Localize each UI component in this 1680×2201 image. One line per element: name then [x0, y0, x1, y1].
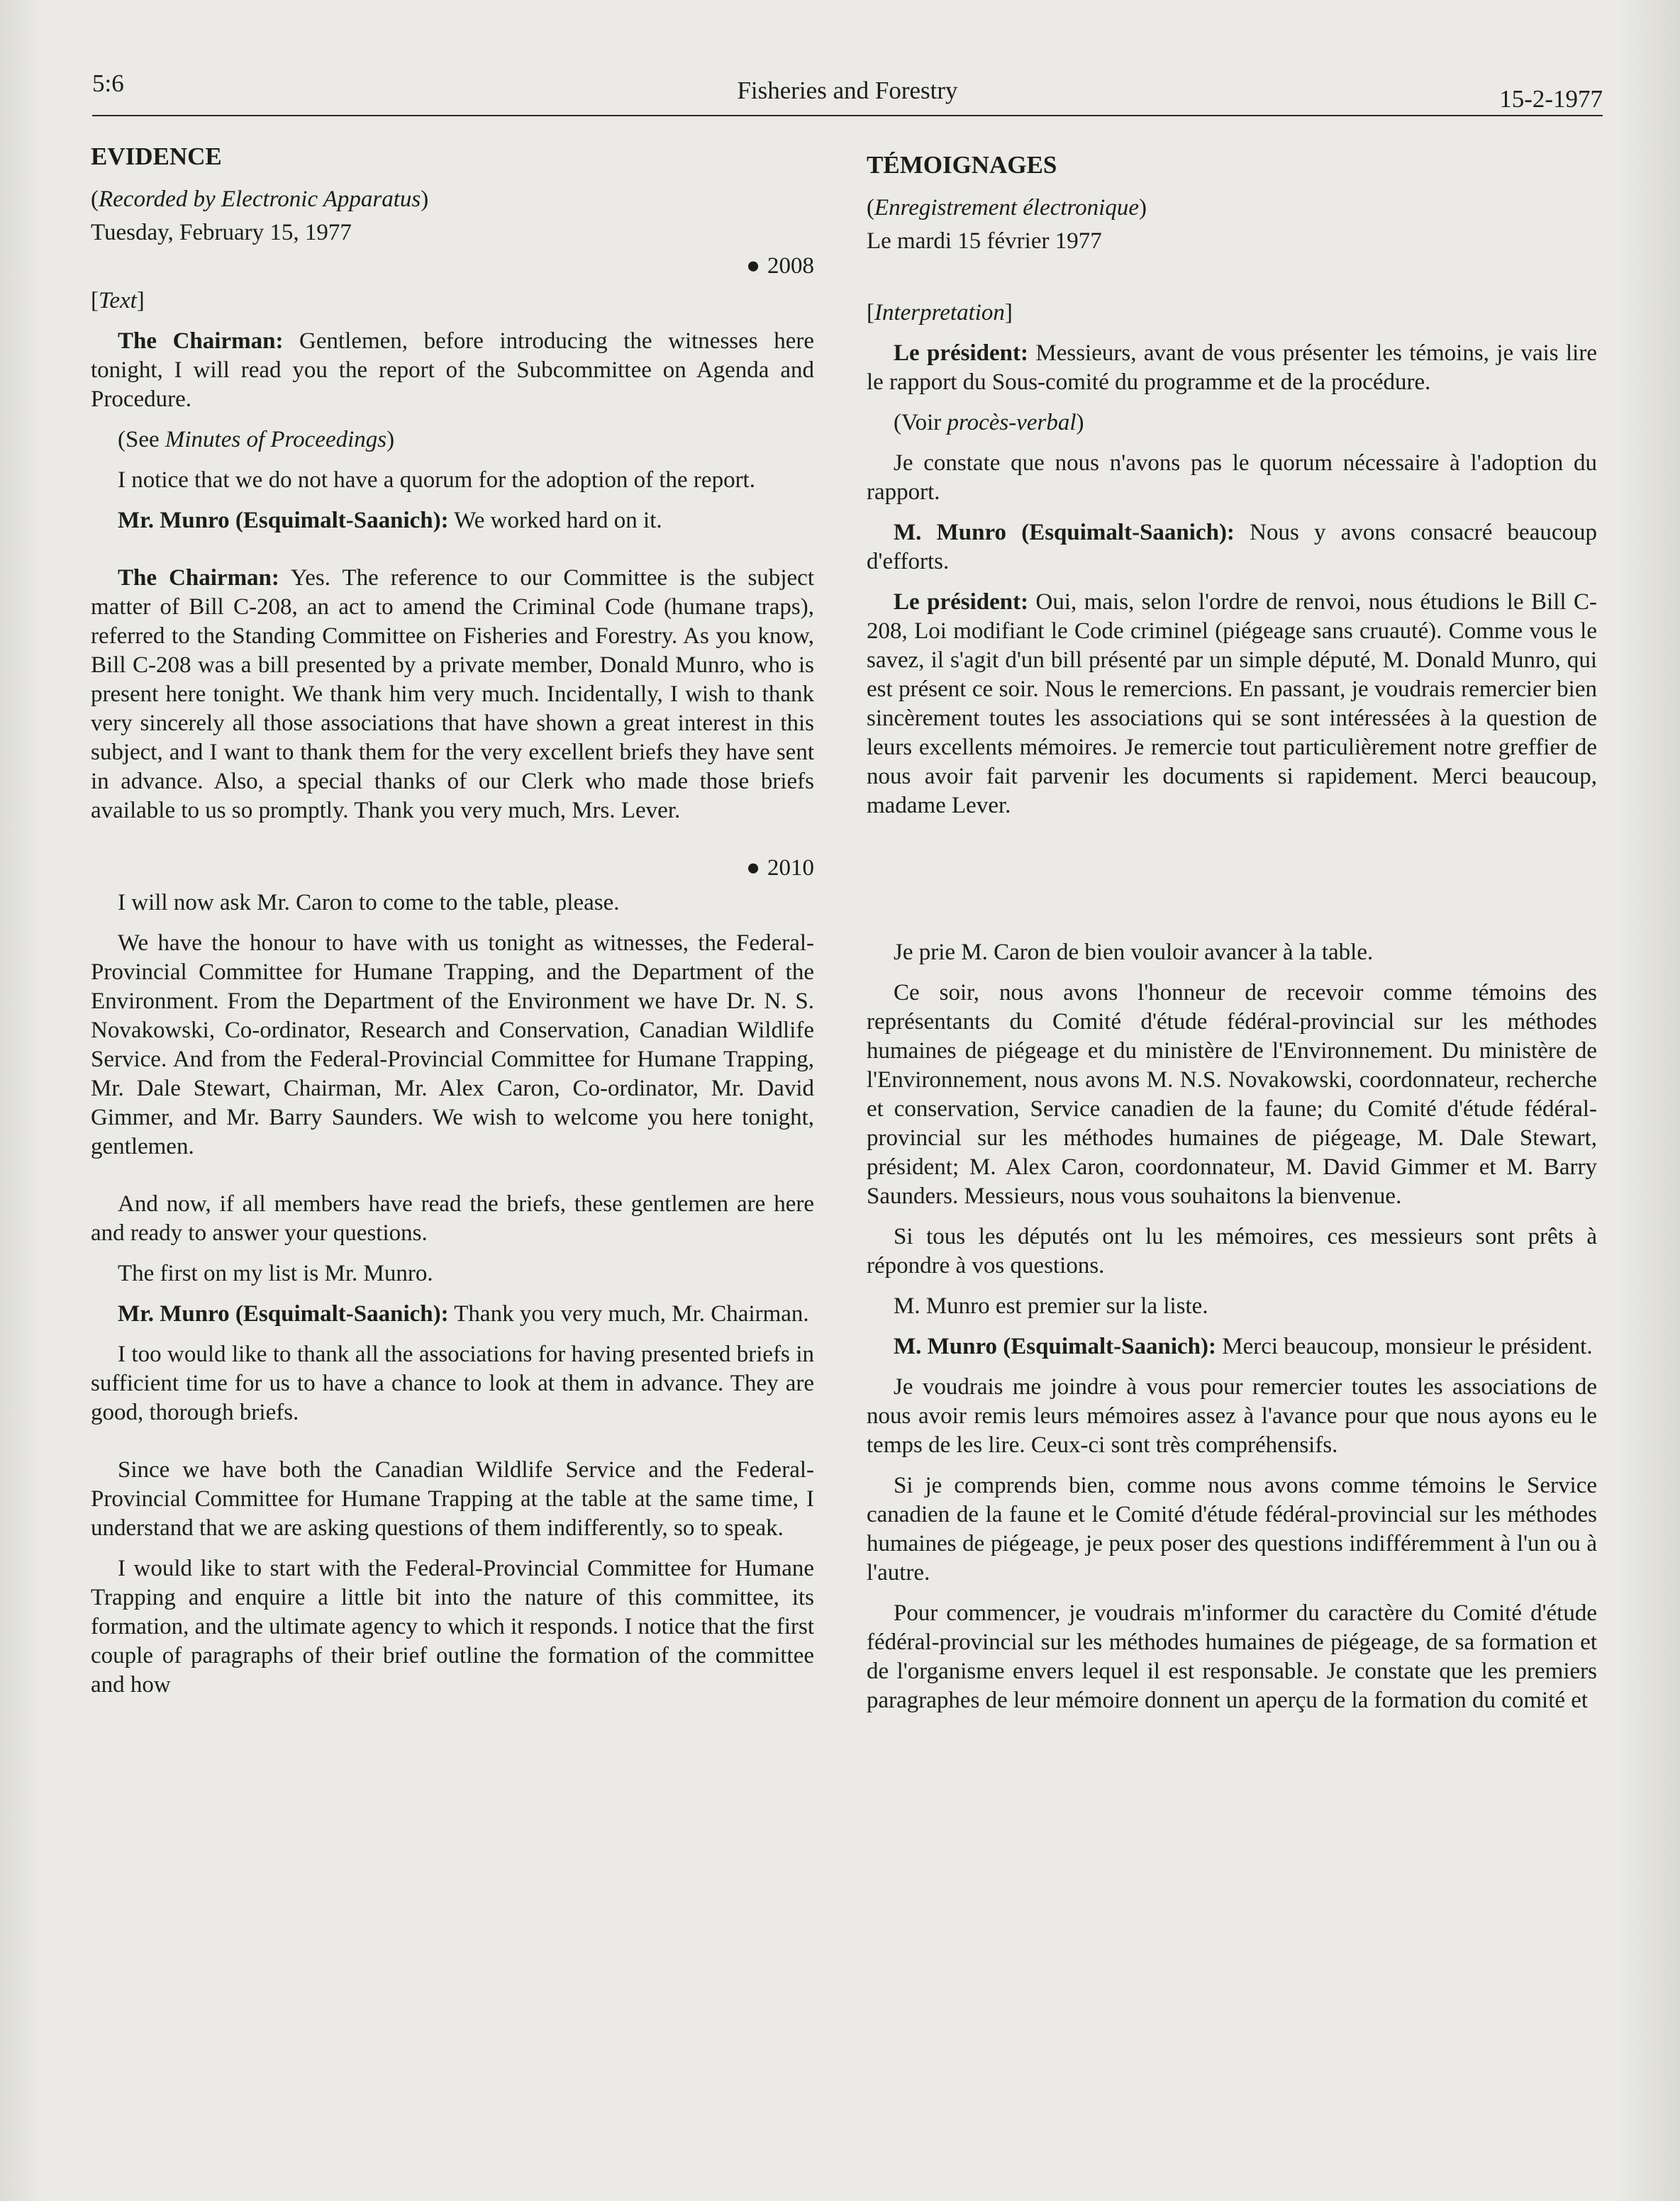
- bullet-icon: ●: [746, 253, 760, 279]
- paragraph: Le président: Oui, mais, selon l'ordre de renvoi, nous étudions le Bill C-208, Loi modifiant le Code criminel (piégeage sans cruauté). Comme vous le savez, il s'agit d'un bill présenté par un simple député, M. Donald Munro, qui est présent ce soir. Nous le remercions. En passant, je voudrais remercier bien sincèrement toutes les associations qui se sont intéressées à la question de leurs excellents mémoires. Je remercie tout particulièrement notre greffier de nous avoir fait parvenir les documents si rapidement. Merci beaucoup, madame Lever.: [867, 589, 1597, 818]
- bullet-icon: ●: [746, 855, 760, 881]
- speaker: Mr. Munro (Esquimalt-Saanich):: [118, 508, 449, 533]
- header-date: 15-2-1977: [1499, 85, 1603, 113]
- speaker: M. Munro (Esquimalt-Saanich):: [894, 1334, 1217, 1359]
- paragraph: I notice that we do not have a quorum for the adoption of the report.: [118, 467, 755, 493]
- paragraph: M. Munro (Esquimalt-Saanich): Nous y avons consacré beaucoup d'efforts.: [867, 520, 1597, 574]
- paragraph: Si tous les députés ont lu les mémoires, ces messieurs sont prêts à répondre à vos questions.: [867, 1224, 1597, 1278]
- recording-note: (Enregistrement électronique): [867, 195, 1147, 221]
- speaker: Mr. Munro (Esquimalt-Saanich):: [118, 1301, 449, 1327]
- paragraph: I would like to start with the Federal-Provincial Committee for Humane Trapping and enquire a little bit into the nature of this committee, its formation, and the ultimate agency to which it responds. I notice that the first couple of paragraphs of their brief outline the formation of the committee and how: [91, 1556, 814, 1698]
- paragraph: The first on my list is Mr. Munro.: [118, 1261, 433, 1286]
- page-number: 5:6: [92, 69, 124, 97]
- paragraph: (Voir procès-verbal): [894, 410, 1084, 435]
- speaker: The Chairman:: [118, 565, 279, 591]
- evidence-heading: EVIDENCE: [91, 143, 222, 170]
- paragraph: And now, if all members have read the briefs, these gentlemen are here and ready to answer your questions.: [91, 1191, 814, 1246]
- paragraph: I too would like to thank all the associations for having presented briefs in sufficient time for us to have a chance to look at them in advance. They are good, thorough briefs.: [91, 1342, 814, 1425]
- paragraph: We have the honour to have with us tonight as witnesses, the Federal-Provincial Committee for Humane Trapping, and the Department of the Environment. From the Department of the Environment we have Dr. N. S. Novakowski, Co-ordinator, Research and Conservation, Canadian Wildlife Service. And from the Federal-Provincial Committee for Humane Trapping, Mr. Dale Stewart, Chairman, Mr. Alex Caron, Co-ordinator, Mr. David Gimmer, and Mr. Barry Saunders. We wish to welcome you here tonight, gentlemen.: [91, 930, 814, 1159]
- paragraph: Je prie M. Caron de bien vouloir avancer à la table.: [894, 940, 1374, 965]
- language-note: [Text]: [91, 288, 145, 313]
- speaker: The Chairman:: [118, 328, 284, 354]
- recording-note: (Recorded by Electronic Apparatus): [91, 186, 429, 212]
- paragraph: Ce soir, nous avons l'honneur de recevoir comme témoins des représentants du Comité d'étude fédéral-provincial sur les méthodes humaines de piégeage et du ministère de l'Environnement. Du ministère de l'Environnement, nous avons M. N.S. Novakowski, coordonnateur, recherche et conservation, Service canadien de la faune; du Comité d'étude fédéral-provincial sur les méthodes humaines de piégeage, M. Dale Stewart, président; M. Alex Caron, coordonnateur, M. David Gimmer et M. Barry Saunders. Messieurs, nous vous souhaitons la bienvenue.: [867, 980, 1597, 1209]
- paragraph: M. Munro est premier sur la liste.: [894, 1293, 1208, 1319]
- committee-title: Fisheries and Forestry: [737, 77, 958, 104]
- paragraph: M. Munro (Esquimalt-Saanich): Merci beaucoup, monsieur le président.: [894, 1334, 1593, 1359]
- french-column: [867, 142, 1597, 1727]
- session-date: Tuesday, February 15, 1977: [91, 220, 352, 245]
- time-marker: ● 2010: [746, 855, 814, 881]
- paragraph: I will now ask Mr. Caron to come to the table, please.: [118, 890, 620, 915]
- time-marker: ● 2008: [746, 253, 814, 279]
- paragraph: (See Minutes of Proceedings): [118, 427, 395, 452]
- paragraph: Si je comprends bien, comme nous avons comme témoins le Service canadien de la faune et le Comité d'étude fédéral-provincial sur les méthodes humaines de piégeage, je peux poser des questions indifféremment à l'un ou à l'autre.: [867, 1473, 1597, 1586]
- paragraph: Pour commencer, je voudrais m'informer du caractère du Comité d'étude fédéral-provincial sur les méthodes humaines de piégeage, de sa formation et de l'organisme envers lequel il est responsable. Je constate que les premiers paragraphes de leur mémoire donnent un aperçu de la formation du comité et: [867, 1600, 1597, 1713]
- paragraph: Je voudrais me joindre à vous pour remercier toutes les associations de nous avoir remis leurs mémoires assez à l'avance pour que nous ayons eu le temps de les lire. Ceux-ci sont très compréhensifs.: [867, 1374, 1597, 1458]
- paragraph: The Chairman: Gentlemen, before introducing the witnesses here tonight, I will read you the report of the Subcommittee on Agenda and Procedure.: [91, 328, 815, 412]
- page-header: [92, 65, 1603, 116]
- paragraph: Je constate que nous n'avons pas le quorum nécessaire à l'adoption du rapport.: [867, 450, 1597, 505]
- speaker: Le président:: [894, 340, 1029, 366]
- paragraph: Mr. Munro (Esquimalt-Saanich): Thank you very much, Mr. Chairman.: [118, 1301, 809, 1327]
- speaker: M. Munro (Esquimalt-Saanich):: [894, 520, 1235, 545]
- paragraph: Since we have both the Canadian Wildlife Service and the Federal-Provincial Committee for Humane Trapping at the table at the same time, I understand that we are asking questions of them indifferently, so to speak.: [91, 1457, 814, 1541]
- temoignages-heading: TÉMOIGNAGES: [867, 151, 1057, 179]
- paragraph: The Chairman: Yes. The reference to our Committee is the subject matter of Bill C-208, an act to amend the Criminal Code (humane traps), referred to the Standing Committee on Fisheries and Forestry. As you know, Bill C-208 was a bill presented by a private member, Donald Munro, who is present here tonight. We thank him very much. Incidentally, I wish to thank very sincerely all those associations that have shown a great interest in this subject, and I want to thank them for the very excellent briefs they have sent in advance. Also, a special thanks of our Clerk who made those briefs available to us so promptly. Thank you very much, Mrs. Lever.: [91, 565, 814, 823]
- language-note: [Interpretation]: [867, 300, 1013, 325]
- speaker: Le président:: [894, 589, 1029, 615]
- paragraph: Mr. Munro (Esquimalt-Saanich): We worked hard on it.: [118, 508, 662, 533]
- english-column: [91, 142, 814, 1711]
- paragraph: Le président: Messieurs, avant de vous présenter les témoins, je vais lire le rapport du Sous-comité du programme et de la procédure.: [867, 340, 1597, 395]
- session-date: Le mardi 15 février 1977: [867, 228, 1102, 254]
- header-rule: [92, 115, 1603, 116]
